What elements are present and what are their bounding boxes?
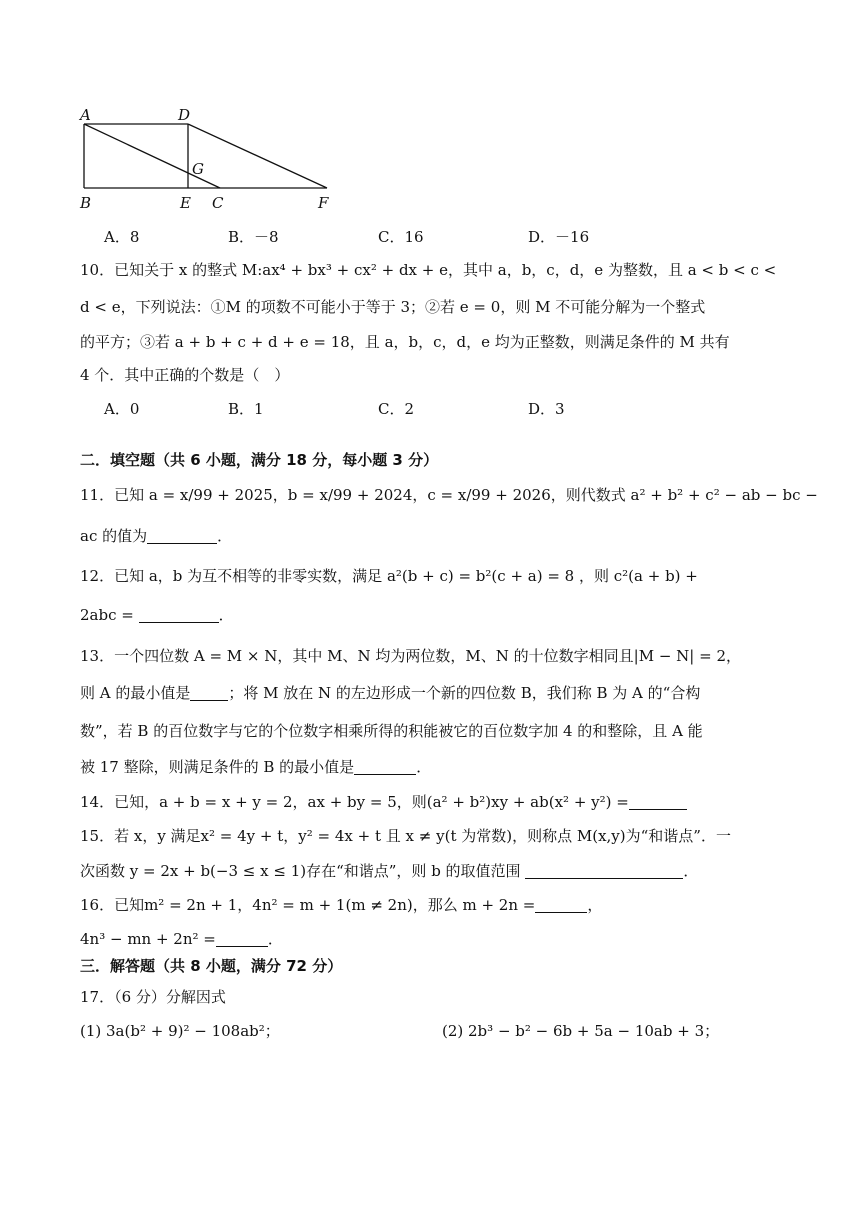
q12-answer-blank[interactable] — [139, 607, 219, 623]
q13-line-3: 数”，若 B 的百位数字与它的个位数字相乘所得的积能被它的百位数字加 4 的和整除，且 A 能 — [80, 722, 703, 740]
q17-title: 17．（6 分）分解因式 — [80, 988, 226, 1006]
geometry-figure — [74, 100, 344, 220]
q11-text: ac 的值为 — [80, 527, 148, 545]
q15-answer-blank[interactable] — [525, 863, 683, 879]
q13-text-c: 被 17 整除，则满足条件的 B 的最小值是 — [80, 758, 355, 776]
q11-line-2 — [80, 526, 780, 546]
q11-end: ． — [217, 527, 233, 545]
q14-text: 14．已知，a + b = x + y = 2，ax + by = 5，则(a² + b²)xy + ab(x² + y²) = — [80, 793, 629, 811]
q17-part-2: (2) 2b³ − b² − 6b + 5a − 10ab + 3； — [442, 1022, 720, 1040]
label-a: A — [80, 106, 91, 124]
section-3-heading: 三．解答题（共 8 小题，满分 72 分） — [80, 957, 343, 975]
segment-df — [188, 124, 327, 188]
q16-answer-blank-2[interactable] — [216, 931, 268, 947]
q16-answer-blank-1[interactable] — [535, 897, 587, 913]
q16-text-a: 16．已知m² = 2n + 1，4n² = m + 1(m ≠ 2n)，那么 m + 2n = — [80, 896, 536, 914]
q13-text-b: ；将 M 放在 N 的左边形成一个新的四位数 B，我们称 B 为 A 的“合构 — [228, 684, 701, 702]
label-e: E — [180, 194, 191, 212]
q15-text: 次函数 y = 2x + b(−3 ≤ x ≤ 1)存在“和谐点”，则 b 的取值范围 — [80, 862, 526, 880]
q13-line-2 — [80, 683, 780, 703]
q16-end: ． — [267, 930, 283, 948]
q13-line-1: 13．一个四位数 A = M × N，其中 M、N 均为两位数，M、N 的十位数字相同且|M − N| = 2， — [80, 647, 741, 665]
q16-sep: ， — [587, 896, 603, 914]
label-c: C — [212, 194, 224, 212]
label-g: G — [192, 160, 204, 178]
q16-line-2 — [80, 929, 780, 949]
q12-line-1: 12．已知 a，b 为互不相等的非零实数，满足 a²(b + c) = b²(c + a) = 8 ，则 c²(a + b) + — [80, 567, 698, 585]
q14-line-1 — [80, 792, 780, 812]
q13-text-a: 则 A 的最小值是 — [80, 684, 191, 702]
q9-option-b: B．－8 — [228, 228, 279, 246]
q16-line-1 — [80, 895, 780, 915]
q10-line-1: 10．已知关于 x 的整式 M:ax⁴ + bx³ + cx² + dx + e，其中 a，b，c，d，e 为整数，且 a < b < c < — [80, 261, 777, 279]
q15-line-2 — [80, 861, 780, 881]
q10-option-c: C．2 — [378, 400, 415, 418]
q10-option-b: B．1 — [228, 400, 264, 418]
segment-ac — [84, 124, 220, 188]
q13-line-4 — [80, 757, 780, 777]
q10-line-3: 的平方；③若 a + b + c + d + e = 18，且 a，b，c，d，e 均为正整数，则满足条件的 M 共有 — [80, 333, 730, 351]
q12-end: ． — [218, 606, 234, 624]
q10-option-d: D．3 — [528, 400, 565, 418]
label-d: D — [178, 106, 191, 124]
section-2-heading: 二．填空题（共 6 小题，满分 18 分，每小题 3 分） — [80, 451, 439, 469]
q9-option-d: D．－16 — [528, 228, 590, 246]
q15-line-1: 15．若 x，y 满足x² = 4y + t，y² = 4x + t 且 x ≠ y(t 为常数)，则称点 M(x,y)为“和谐点”．一 — [80, 827, 731, 845]
q14-answer-blank[interactable] — [629, 794, 687, 810]
q10-line-4: 4 个．其中正确的个数是（ ） — [80, 366, 290, 384]
q13-answer-blank-1[interactable] — [190, 685, 228, 701]
label-b: B — [80, 194, 92, 212]
q12-text: 2abc = — [80, 606, 139, 624]
q13-end: ． — [416, 758, 432, 776]
q17-part-1: (1) 3a(b² + 9)² − 108ab²； — [80, 1022, 280, 1040]
q13-answer-blank-2[interactable] — [354, 759, 416, 775]
q11-line-1: 11．已知 a = x/99 + 2025，b = x/99 + 2024，c = x/99 + 2026，则代数式 a² + b² + c² − ab − bc − — [80, 486, 818, 504]
q15-end: ． — [683, 862, 699, 880]
q12-line-2 — [80, 605, 780, 625]
q10-line-2: d < e，下列说法：①M 的项数不可能小于等于 3；②若 e = 0，则 M 不可能分解为一个整式 — [80, 298, 706, 316]
q10-option-a: A．0 — [104, 400, 140, 418]
q11-answer-blank[interactable] — [147, 528, 217, 544]
q9-option-a: A．8 — [104, 228, 140, 246]
label-f: F — [318, 194, 329, 212]
q16-text-b: 4n³ − mn + 2n² = — [80, 930, 216, 948]
q9-option-c: C．16 — [378, 228, 424, 246]
